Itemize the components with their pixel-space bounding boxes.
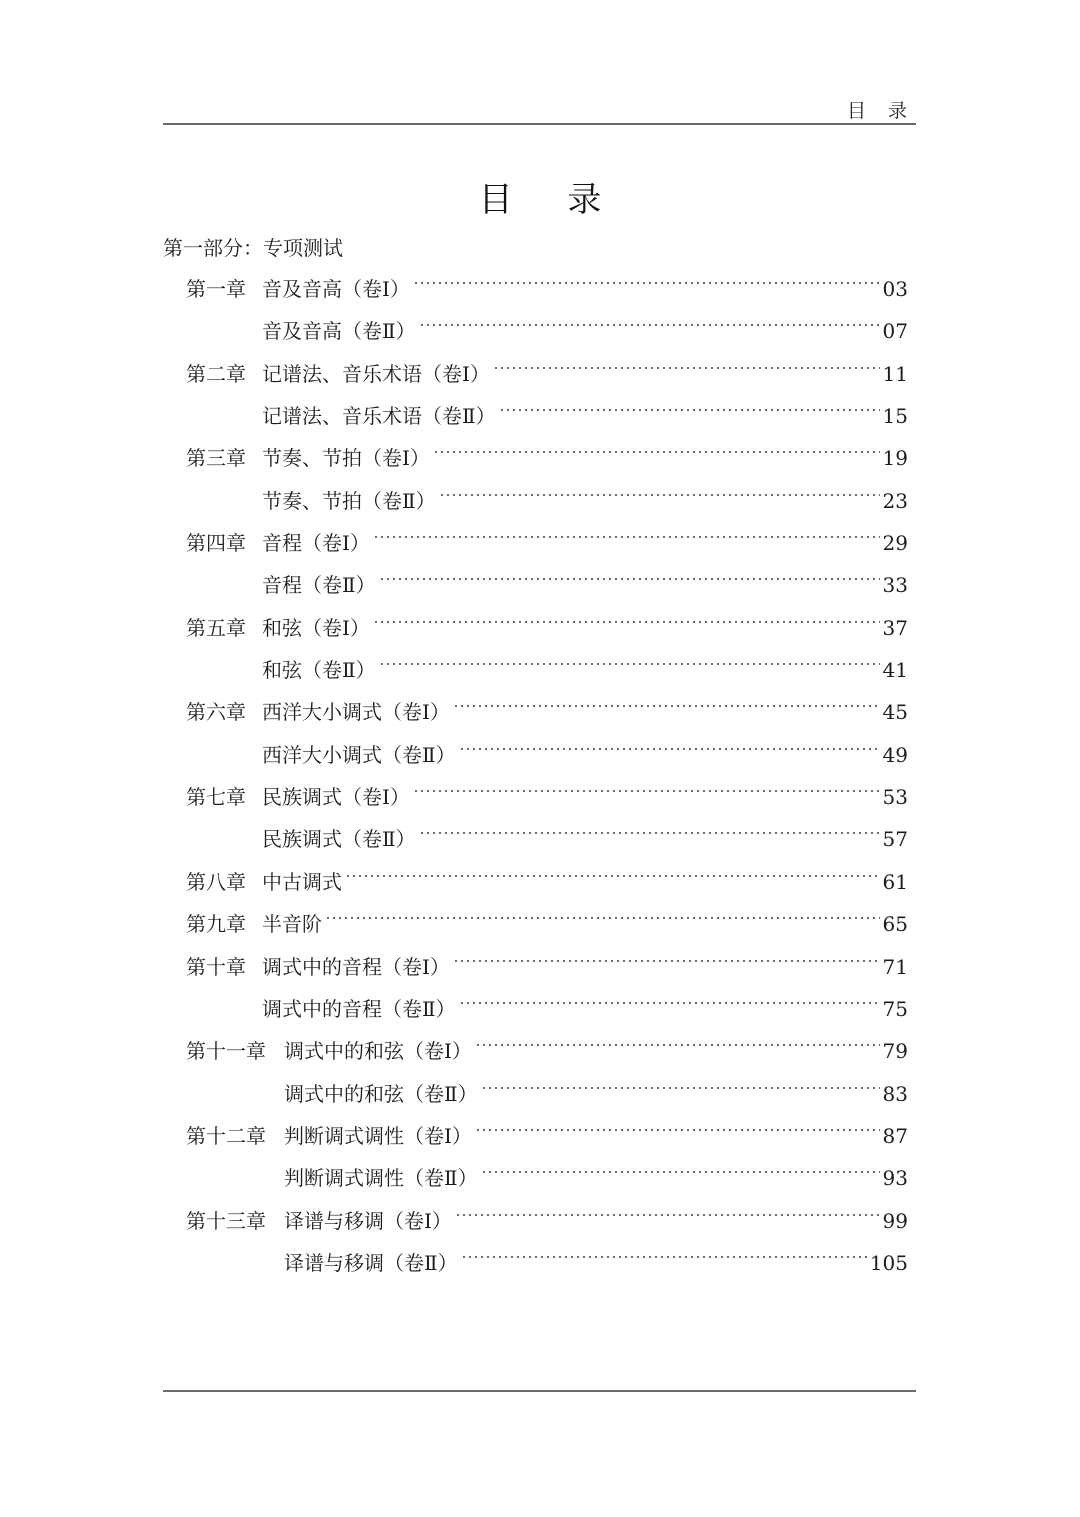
entry-title: 和弦（卷Ⅰ）	[262, 615, 370, 640]
dot-leader	[453, 951, 880, 971]
dot-leader	[453, 696, 880, 716]
dot-leader	[475, 1120, 880, 1140]
dot-leader	[455, 1205, 880, 1225]
toc-entry[interactable]	[186, 649, 908, 691]
page-number: 65	[882, 912, 908, 937]
page-number: 71	[882, 954, 908, 979]
dot-leader	[481, 1078, 880, 1098]
dot-leader	[413, 781, 880, 801]
dot-leader	[439, 485, 880, 505]
entry-title: 西洋大小调式（卷Ⅱ）	[262, 742, 456, 767]
table-of-contents	[186, 268, 908, 1284]
toc-entry[interactable]	[186, 1200, 908, 1242]
page-number: 07	[882, 319, 908, 344]
page-number: 53	[882, 785, 908, 810]
page-number: 45	[882, 700, 908, 725]
entry-title: 音程（卷Ⅱ）	[262, 573, 376, 598]
toc-entry[interactable]	[186, 1073, 908, 1115]
chapter-label: 第二章	[186, 361, 246, 386]
page-number: 49	[882, 742, 908, 767]
toc-entry[interactable]	[186, 268, 908, 310]
entry-title: 记谱法、音乐术语（卷Ⅰ）	[262, 361, 490, 386]
toc-entry[interactable]	[186, 691, 908, 733]
chapter-label: 第六章	[186, 700, 246, 725]
chapter-label: 第五章	[186, 615, 246, 640]
entry-title: 判断调式调性（卷Ⅱ）	[284, 1166, 478, 1191]
dot-leader	[481, 1162, 880, 1182]
page-number: 61	[882, 869, 908, 894]
toc-entry[interactable]	[186, 1242, 908, 1284]
dot-leader	[379, 569, 880, 589]
running-header: 目 录	[846, 100, 915, 122]
page-number: 79	[882, 1039, 908, 1064]
dot-leader	[325, 908, 880, 928]
toc-entry[interactable]	[186, 1157, 908, 1199]
chapter-label: 第一章	[186, 277, 246, 301]
chapter-label: 第十章	[186, 954, 246, 979]
entry-title: 音及音高（卷Ⅰ）	[262, 277, 410, 301]
page-number: 37	[882, 615, 908, 640]
page-number: 87	[882, 1123, 908, 1148]
page-number: 03	[882, 277, 908, 301]
toc-entry[interactable]	[186, 607, 908, 649]
entry-title: 调式中的音程（卷Ⅰ）	[262, 954, 450, 979]
dot-leader	[379, 654, 880, 674]
entry-title: 译谱与移调（卷Ⅰ）	[284, 1208, 452, 1233]
entry-title: 记谱法、音乐术语（卷Ⅱ）	[262, 404, 496, 429]
toc-entry[interactable]	[186, 395, 908, 437]
toc-entry[interactable]	[186, 353, 908, 395]
chapter-label: 第八章	[186, 869, 246, 894]
toc-entry[interactable]	[186, 564, 908, 606]
toc-entry[interactable]	[186, 310, 908, 352]
dot-leader	[499, 400, 880, 420]
dot-leader	[345, 866, 880, 886]
dot-leader	[433, 442, 880, 462]
entry-title: 调式中的和弦（卷Ⅰ）	[284, 1039, 472, 1064]
chapter-label: 第十二章	[186, 1123, 266, 1148]
page-number: 19	[882, 446, 908, 471]
page-number: 57	[882, 827, 908, 852]
chapter-label: 第七章	[186, 785, 246, 810]
chapter-label: 第十三章	[186, 1208, 266, 1233]
entry-title: 音程（卷Ⅰ）	[262, 531, 370, 556]
entry-title: 西洋大小调式（卷Ⅰ）	[262, 700, 450, 725]
header-rule	[163, 123, 916, 125]
entry-title: 音及音高（卷Ⅱ）	[262, 319, 416, 344]
toc-entry[interactable]	[186, 1115, 908, 1157]
toc-entry[interactable]	[186, 522, 908, 564]
dot-leader	[493, 358, 880, 378]
page-number: 105	[869, 1250, 908, 1275]
dot-leader	[419, 315, 880, 335]
entry-title: 节奏、节拍（卷Ⅱ）	[262, 488, 436, 513]
entry-title: 民族调式（卷Ⅱ）	[262, 827, 416, 852]
toc-entry[interactable]	[186, 861, 908, 903]
page-number: 11	[882, 361, 908, 386]
dot-leader	[413, 273, 880, 293]
footer-rule	[163, 1390, 916, 1392]
toc-entry[interactable]	[186, 437, 908, 479]
toc-entry[interactable]	[186, 903, 908, 945]
entry-title: 中古调式	[262, 869, 342, 894]
entry-title: 调式中的音程（卷Ⅱ）	[262, 996, 456, 1021]
dot-leader	[475, 1035, 880, 1055]
page-title: 目 录	[478, 180, 624, 220]
page-number: 23	[882, 488, 908, 513]
entry-title: 民族调式（卷Ⅰ）	[262, 785, 410, 810]
chapter-label: 第四章	[186, 531, 246, 556]
toc-entry[interactable]	[186, 480, 908, 522]
page-number: 29	[882, 531, 908, 556]
page-number: 15	[882, 404, 908, 429]
dot-leader	[373, 527, 880, 547]
dot-leader	[373, 612, 880, 632]
page-number: 93	[882, 1166, 908, 1191]
page-number: 99	[882, 1208, 908, 1233]
entry-title: 节奏、节拍（卷Ⅰ）	[262, 446, 430, 471]
toc-entry[interactable]	[186, 776, 908, 818]
dot-leader	[459, 739, 880, 759]
entry-title: 调式中的和弦（卷Ⅱ）	[284, 1081, 478, 1106]
toc-entry[interactable]	[186, 988, 908, 1030]
page-number: 83	[882, 1081, 908, 1106]
page-number: 75	[882, 996, 908, 1021]
part-heading: 第一部分：专项测试	[163, 236, 343, 260]
chapter-label: 第十一章	[186, 1039, 266, 1064]
dot-leader	[461, 1247, 867, 1267]
dot-leader	[459, 993, 880, 1013]
chapter-label: 第三章	[186, 446, 246, 471]
entry-title: 判断调式调性（卷Ⅰ）	[284, 1123, 472, 1148]
page-number: 41	[882, 658, 908, 683]
dot-leader	[419, 823, 880, 843]
toc-entry[interactable]	[186, 1030, 908, 1072]
entry-title: 和弦（卷Ⅱ）	[262, 658, 376, 683]
toc-entry[interactable]	[186, 734, 908, 776]
entry-title: 半音阶	[262, 912, 322, 937]
toc-entry[interactable]	[186, 818, 908, 860]
chapter-label: 第九章	[186, 912, 246, 937]
entry-title: 译谱与移调（卷Ⅱ）	[284, 1250, 458, 1275]
toc-entry[interactable]	[186, 946, 908, 988]
page-number: 33	[882, 573, 908, 598]
